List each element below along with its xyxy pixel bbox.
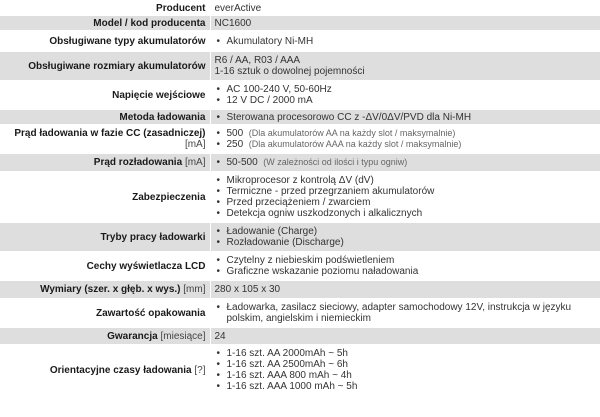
spec-label-text: Obsługiwane typy akumulatorów [49,35,206,47]
spec-value [210,125,600,154]
spec-value [210,281,600,299]
spec-row [0,223,600,252]
spec-label [0,154,210,172]
spec-value-list [215,112,597,123]
spec-value-note: (Dla akumulatorów AAA na każdy slot / maksymalnie) [248,139,462,149]
spec-value-item [227,128,597,139]
spec-value-item: • Graficzne wskazanie poziomu naładowania [227,266,597,277]
spec-value [210,345,600,396]
spec-label [0,299,210,328]
spec-label-text: Obsługiwane rozmiary akumulatorów [28,60,206,72]
spec-label [0,52,210,81]
spec-value-list [215,84,597,106]
spec-label [0,345,210,396]
spec-value-item: • Rozładowanie (Discharge) [227,237,597,248]
spec-value-item [227,157,597,168]
spec-label [0,125,210,154]
spec-label [0,252,210,281]
spec-row [0,328,600,345]
spec-value-item: • Sterowana procesorowo CC z -ΔV/0ΔV/PVD dla Ni-MH [227,112,597,123]
spec-row [0,110,600,125]
spec-row [0,299,600,328]
spec-label-text: Wymiary (szer. x głęb. x wys.) [40,284,181,295]
spec-value [210,110,600,125]
spec-label-text: Cechy wyświetlacza LCD [86,260,206,272]
spec-label-unit: [?] [194,364,206,376]
spec-label [0,81,210,110]
spec-value-list [215,36,597,47]
spec-value-list [215,157,597,168]
spec-label-text: Prąd rozładowania [93,157,183,168]
spec-label-text: Producent [156,2,206,14]
spec-label-unit: [mA] [184,157,206,168]
spec-label-text: Napięcie wejściowe [112,89,206,101]
spec-value [210,172,600,223]
spec-value-item: • Ładowanie (Charge) [227,226,597,237]
spec-table-body [0,1,600,396]
spec-label [0,281,210,299]
spec-row [0,31,600,52]
spec-value [210,223,600,252]
spec-value-item: • AC 100-240 V, 50-60Hz [227,84,597,95]
spec-value-text: 280 x 105 x 30 [214,284,281,295]
spec-value-list [215,302,597,324]
spec-value-line: R6 / AA, R03 / AAA [214,55,301,66]
spec-value-item: • Ładowarka, zasilacz sieciowy, adapter samochodowy 12V, instrukcja w języku polskim, angielskim i niemieckim [227,302,597,324]
spec-label [0,16,210,31]
spec-value [210,81,600,110]
spec-value-item: • Detekcja ogniw uszkodzonych i alkalicznych [227,208,597,219]
spec-value [210,154,600,172]
spec-label [0,328,210,345]
spec-value-item [227,139,597,150]
spec-value [210,328,600,345]
spec-value [210,52,600,81]
spec-value-list [215,348,597,392]
spec-label-unit: [miesiące] [160,330,206,342]
spec-row [0,125,600,154]
spec-value-list [215,255,597,277]
spec-value [210,31,600,52]
spec-row [0,81,600,110]
spec-label [0,172,210,223]
spec-value-item: • 12 V DC / 2000 mA [227,95,597,106]
spec-value-text: 24 [214,330,226,342]
spec-label-text: Orientacyjne czasy ładowania [49,364,192,376]
spec-value [210,299,600,328]
spec-label-unit: [mm] [183,284,206,295]
spec-value-line: 1-16 sztuk o dowolnej pojemności [214,66,365,77]
spec-value-item: • 1-16 szt. AAA 1000 mAh ~ 5h [227,381,597,392]
spec-value-item: • Czytelny z niebieskim podświetleniem [227,255,597,266]
spec-row [0,52,600,81]
spec-value-item: • 1-16 szt. AA 2500mAh ~ 6h [227,359,597,370]
spec-value-item: • Przed przeciążeniem / zwarciem [227,197,597,208]
spec-value [210,252,600,281]
spec-value-main: 50-500 [226,157,258,168]
spec-label-text: Metoda ładowania [119,111,206,123]
spec-label-text: Zabezpieczenia [132,191,206,203]
spec-label-text: Prąd ładowania w fazie CC (zasadniczej) [14,128,206,139]
spec-value-main: 250 [226,139,244,150]
spec-value-list [215,128,597,150]
spec-value-item: • Akumulatory Ni-MH [227,36,597,47]
spec-label-text: Gwarancja [107,330,158,342]
spec-label [0,223,210,252]
spec-label-text: Model / kod producenta [93,17,206,29]
spec-value [210,16,600,31]
spec-row [0,16,600,31]
spec-value [210,1,600,16]
spec-label [0,110,210,125]
spec-row [0,154,600,172]
spec-value-note: (Dla akumulatorów AA na każdy slot / maksymalnie) [248,128,456,138]
spec-value-note: (W zależności od ilości i typu ogniw) [263,157,408,167]
spec-label-text: Tryby pracy ładowarki [100,231,206,243]
spec-label [0,31,210,52]
spec-value-text: NC1600 [214,17,252,29]
spec-value-item: • 1-16 szt. AAA 800 mAh ~ 4h [227,370,597,381]
spec-row [0,252,600,281]
spec-value-item: • 1-16 szt. AA 2000mAh ~ 5h [227,348,597,359]
spec-value-item: • Termiczne - przed przegrzaniem akumulatorów [227,186,597,197]
spec-row [0,345,600,396]
spec-row [0,281,600,299]
spec-row [0,172,600,223]
spec-value-list [215,175,597,219]
spec-label [0,1,210,16]
spec-value-item: • Mikroprocesor z kontrolą ΔV (dV) [227,175,597,186]
spec-value-text: everActive [214,2,262,14]
spec-row [0,1,600,16]
spec-label-unit: [mA] [184,139,206,150]
spec-label-text: Zawartość opakowania [96,307,206,319]
spec-value-list [215,226,597,248]
spec-value-main: 500 [226,128,244,139]
